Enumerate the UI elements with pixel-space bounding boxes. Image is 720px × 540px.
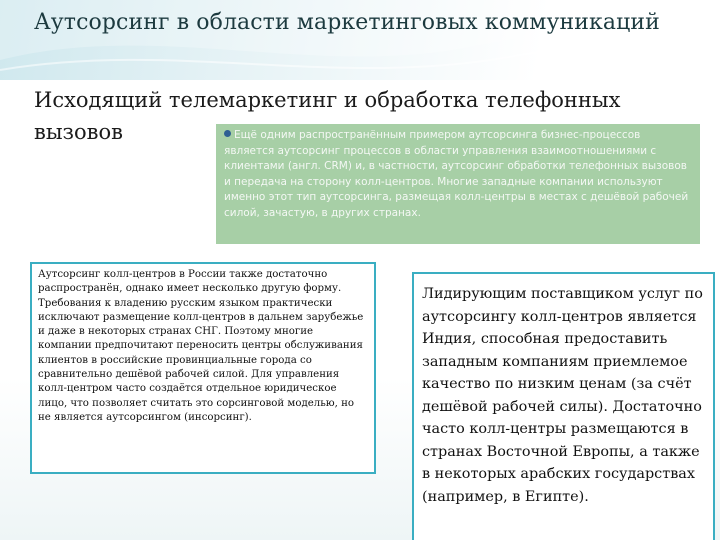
slide-subtitle: Исходящий телемаркетинг и обработка телефонных вызовов: [34, 88, 621, 144]
crm-outsourcing-text: Ещё одним распространённым примером аутсорсинга бизнес-процессов является аутсорсинг процессов в области управления взаимоотношениями с клиентами (англ. CRM) и, в частности, аутсорсинг обработки телефонных вызовов и передача на сторону колл-центров. Многие западные компании используют именно этот тип аутсорсинга, размещая колл-центры в местах с дешёвой рабочей силой, зачастую, в других странах.: [224, 129, 689, 219]
russia-call-center-box: [30, 262, 376, 474]
bullet-icon: [224, 130, 231, 137]
slide-title: Аутсорсинг в области маркетинговых коммуникаций: [34, 10, 660, 35]
crm-outsourcing-text-box: [216, 124, 700, 244]
india-call-center-box: [412, 272, 715, 540]
india-call-center-text: Лидирующим поставщиком услуг по аутсорсингу колл-центров является Индия, способная предоставить западным компаниям приемлемое качество по низким ценам (за счёт дешёвой рабочей силы). Достаточно часто колл-центры размещаются в странах Восточной Европы, а также в некоторых арабских государствах (например, в Египте).: [422, 286, 703, 505]
russia-call-center-text: Аутсорсинг колл-центров в России также достаточно распространён, однако имеет несколько другую форму. Требования к владению русским языком практически исключают размещение колл-центров в дальнем зарубежье и даже в некоторых странах СНГ. Поэтому многие компании предпочитают переносить центры обслуживания клиентов в российские провинциальные города со сравнительно дешёвой рабочей силой. Для управления колл-центром часто создаётся отдельное юридическое лицо, что позволяет считать это сорсинговой моделью, но не является аутсорсингом (инсорсинг).: [38, 269, 364, 423]
